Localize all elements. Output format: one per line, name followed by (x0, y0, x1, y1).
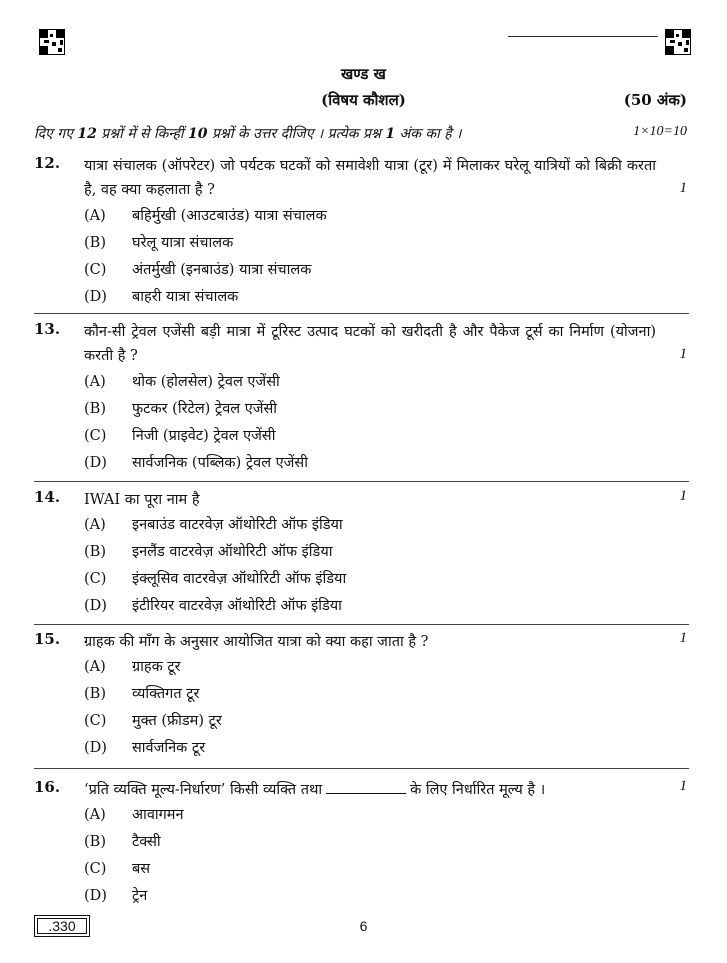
instr-text: अंक का है । (395, 126, 462, 142)
option-text: सार्वजनिक टूर (132, 740, 206, 756)
option-text: अंतर्मुखी (इनबाउंड) यात्रा संचालक (132, 262, 312, 278)
option-c (84, 569, 346, 589)
option-label: (D) (84, 455, 107, 471)
question-number: 15. (34, 630, 61, 648)
question-divider (34, 624, 689, 625)
question-marks: 1 (679, 630, 687, 646)
option-text: मुक्त (फ्रीडम) टूर (132, 713, 222, 729)
question-divider (34, 768, 689, 769)
option-label: (B) (84, 686, 106, 702)
fill-in-blank (326, 779, 406, 794)
section-subtitle: (विषय कौशल) (321, 91, 406, 109)
option-label: (A) (84, 374, 106, 390)
option-a (84, 657, 181, 677)
section-title: खण्ड ख (341, 65, 386, 83)
option-label: (A) (84, 208, 106, 224)
option-a (84, 372, 280, 392)
option-label: (C) (84, 428, 107, 444)
paper-code: .330 (34, 915, 90, 937)
question-text (84, 778, 656, 802)
option-b (84, 832, 161, 852)
instr-count-total: 12 (77, 126, 97, 142)
section-marks: (50 अंक) (623, 91, 687, 109)
option-c (84, 426, 276, 446)
page-number: 6 (359, 918, 368, 934)
option-c (84, 260, 311, 280)
option-d (84, 738, 205, 758)
question-text-after: के लिए निर्धारित मूल्य है । (410, 782, 546, 798)
option-a (84, 515, 343, 535)
option-text: इंटीरियर वाटरवेज़ ऑथोरिटी ऑफ इंडिया (132, 598, 342, 614)
question-number: 14. (34, 488, 61, 506)
question-marks: 1 (679, 346, 687, 362)
instr-text: प्रश्नों के उत्तर दीजिए । प्रत्येक प्रश्न (207, 126, 386, 142)
option-text: बहिर्मुखी (आउटबाउंड) यात्रा संचालक (132, 208, 327, 224)
instr-marks-each: 1 (385, 126, 396, 142)
option-text: ग्राहक टूर (132, 659, 181, 675)
option-text: इनबाउंड वाटरवेज़ ऑथोरिटी ऑफ इंडिया (132, 517, 343, 533)
option-label: (B) (84, 544, 106, 560)
option-label: (B) (84, 834, 106, 850)
option-b (84, 684, 199, 704)
option-label: (C) (84, 713, 107, 729)
question-text: यात्रा संचालक (ऑपरेटर) जो पर्यटक घटकों को समावेशी यात्रा (टूर) में मिलाकर घरेलू यात्रियों को बिक्री करता है, वह क्या कहलाता है ? (84, 158, 656, 198)
option-a (84, 805, 184, 825)
option-label: (D) (84, 289, 107, 305)
qr-code-left (40, 30, 64, 54)
option-label: (D) (84, 888, 107, 904)
option-text: निजी (प्राइवेट) ट्रेवल एजेंसी (132, 428, 276, 444)
option-label: (B) (84, 235, 106, 251)
instr-marks-formula: 1×10=10 (633, 124, 687, 139)
option-text: सार्वजनिक (पब्लिक) ट्रेवल एजेंसी (132, 455, 308, 471)
option-text: टैक्सी (132, 834, 161, 850)
question-text: ग्राहक की माँग के अनुसार आयोजित यात्रा को क्या कहा जाता है ? (84, 634, 429, 650)
question-divider (34, 481, 689, 482)
question-marks: 1 (679, 180, 687, 196)
option-label: (A) (84, 517, 106, 533)
option-label: (B) (84, 401, 106, 417)
option-label: (A) (84, 807, 106, 823)
option-b (84, 399, 277, 419)
option-text: बाहरी यात्रा संचालक (132, 289, 239, 305)
qr-code-right (666, 30, 690, 54)
option-d (84, 886, 147, 906)
option-text: आवागमन (132, 807, 184, 823)
question-number: 12. (34, 154, 61, 172)
option-text: इंक्लूसिव वाटरवेज़ ऑथोरिटी ऑफ इंडिया (132, 571, 347, 587)
option-d (84, 596, 342, 616)
option-text: बस (132, 861, 151, 877)
option-text: व्यक्तिगत टूर (132, 686, 200, 702)
question-text: IWAI का पूरा नाम है (84, 492, 200, 508)
question-marks: 1 (679, 778, 687, 794)
question-number: 16. (34, 778, 61, 796)
instructions (34, 124, 461, 143)
question-text-before: ‘प्रति व्यक्ति मूल्य-निर्धारण’ किसी व्यक्ति तथा (84, 782, 323, 798)
option-label: (D) (84, 598, 107, 614)
option-text: फुटकर (रिटेल) ट्रेवल एजेंसी (132, 401, 278, 417)
option-b (84, 233, 233, 253)
question-marks: 1 (679, 488, 687, 504)
question-divider (34, 313, 689, 314)
option-c (84, 711, 222, 731)
option-d (84, 287, 238, 307)
question-number: 13. (34, 320, 61, 338)
header-rule (508, 36, 658, 37)
option-label: (C) (84, 571, 107, 587)
instr-count-answer: 10 (188, 126, 208, 142)
question-text: कौन-सी ट्रेवल एजेंसी बड़ी मात्रा में टूरिस्ट उत्पाद घटकों को खरीदती है और पैकेज टूर्स का निर्माण (योजना) करती है ? (84, 324, 656, 364)
option-text: घरेलू यात्रा संचालक (132, 235, 234, 251)
option-text: ट्रेन (132, 888, 148, 904)
option-text: थोक (होलसेल) ट्रेवल एजेंसी (132, 374, 280, 390)
option-d (84, 453, 308, 473)
option-label: (C) (84, 861, 107, 877)
option-a (84, 206, 327, 226)
option-b (84, 542, 332, 562)
option-label: (A) (84, 659, 106, 675)
instr-text: प्रश्नों में से किन्हीं (96, 126, 189, 142)
option-label: (D) (84, 740, 107, 756)
option-label: (C) (84, 262, 107, 278)
option-c (84, 859, 150, 879)
option-text: इनलैंड वाटरवेज़ ऑथोरिटी ऑफ इंडिया (132, 544, 333, 560)
instr-text: दिए गए (34, 126, 78, 142)
